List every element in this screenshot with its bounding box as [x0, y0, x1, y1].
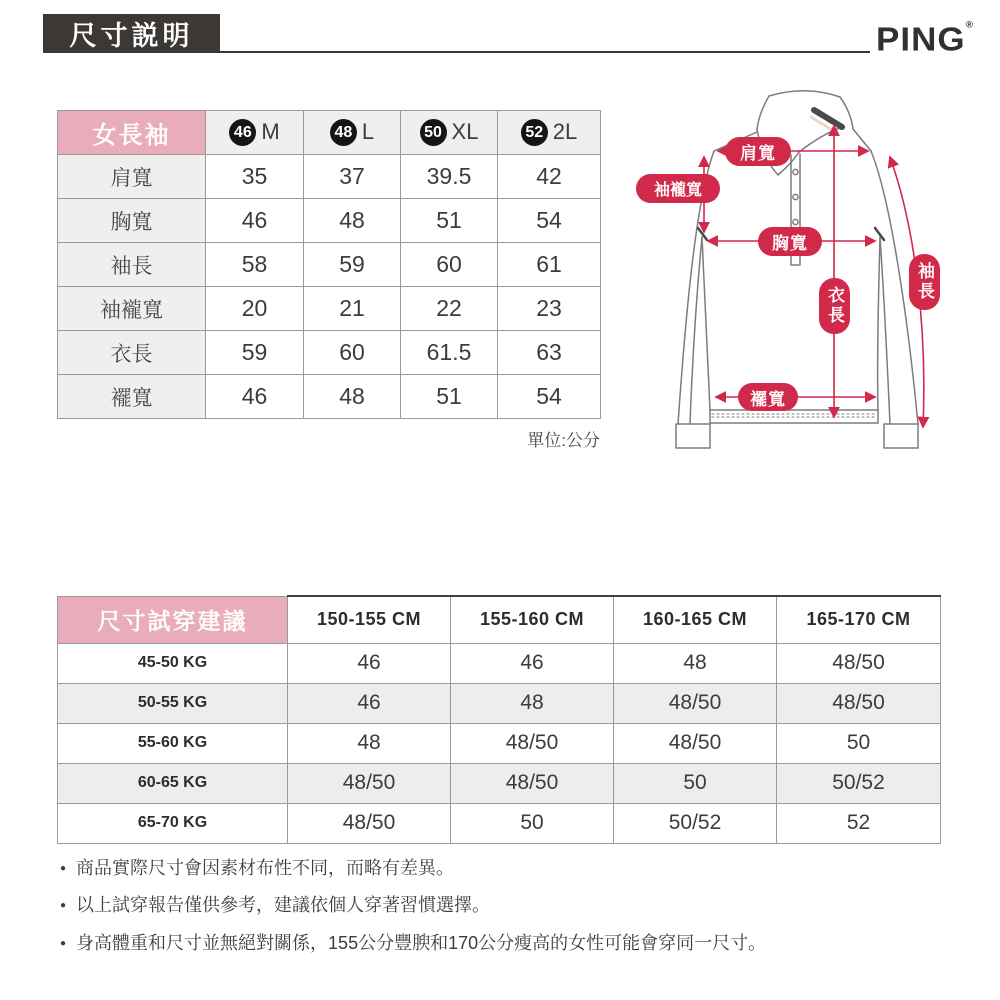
measure-value: 61	[498, 243, 601, 287]
armhole-width-label: 袖襱寬	[636, 174, 720, 203]
bullet-icon: ●	[60, 863, 67, 874]
fit-value: 48/50	[777, 683, 941, 723]
fit-value: 48/50	[614, 723, 777, 763]
fit-row	[58, 683, 941, 723]
fit-value: 48	[451, 683, 614, 723]
fit-value: 50/52	[614, 803, 777, 843]
height-column-header: 155-160 CM	[451, 596, 614, 643]
weight-label: 50-55 KG	[58, 683, 288, 723]
measure-value: 54	[498, 199, 601, 243]
measure-value: 58	[206, 243, 304, 287]
shoulder-width-label: 肩寬	[725, 137, 791, 166]
page-title: 尺寸説明	[43, 14, 220, 53]
footnote-text: 商品實際尺寸會因素材布性不同，而略有差異。	[76, 858, 455, 878]
shirt-illustration	[628, 80, 1000, 454]
size-badge: 48	[330, 119, 357, 146]
measure-label: 襬寬	[58, 375, 206, 419]
size-letter: XL	[451, 118, 479, 144]
measure-value: 61.5	[401, 331, 498, 375]
measure-value: 60	[304, 331, 401, 375]
footnote-text: 以上試穿報告僅供參考，建議依個人穿著習慣選擇。	[76, 895, 491, 916]
registered-mark: ®	[965, 19, 974, 31]
fit-value: 48	[288, 723, 451, 763]
measure-label: 肩寬	[58, 155, 206, 199]
fit-value: 50	[614, 763, 777, 803]
measure-value: 54	[498, 375, 601, 419]
measurement-row	[58, 287, 601, 331]
fit-row	[58, 643, 941, 683]
measure-value: 20	[206, 287, 304, 331]
size-column-header	[498, 111, 601, 155]
measurement-row	[58, 375, 601, 419]
measure-value: 42	[498, 155, 601, 199]
fit-value: 48/50	[288, 803, 451, 843]
measurement-row	[58, 155, 601, 199]
measure-value: 63	[498, 331, 601, 375]
measure-label: 袖襱寬	[58, 287, 206, 331]
measurement-row	[58, 331, 601, 375]
weight-label: 60-65 KG	[58, 763, 288, 803]
fit-value: 48	[614, 643, 777, 683]
bullet-icon: ●	[60, 900, 67, 912]
footnote	[60, 931, 970, 955]
sleeve-length-label: 袖長	[909, 254, 940, 310]
chest-width-label: 胸寬	[758, 227, 822, 256]
weight-label: 65-70 KG	[58, 803, 288, 843]
fit-value: 50	[451, 803, 614, 843]
garment-length-label: 衣長	[819, 278, 850, 334]
footnote-text: 身高體重和尺寸並無絕對關係，155公分豐腴和170公分瘦高的女性可能會穿同一尺寸。	[76, 932, 767, 953]
fit-value: 50/52	[777, 763, 941, 803]
fit-row	[58, 803, 941, 843]
size-column-header	[304, 111, 401, 155]
measure-value: 48	[304, 375, 401, 419]
measure-value: 51	[401, 375, 498, 419]
hem-width-label: 襬寬	[738, 383, 798, 411]
fit-value: 46	[288, 643, 451, 683]
fit-row	[58, 723, 941, 763]
measure-value: 22	[401, 287, 498, 331]
footnote	[60, 893, 970, 917]
measure-value: 48	[304, 199, 401, 243]
fit-suggestion-table	[57, 595, 941, 844]
measurement-table-header-row	[58, 111, 601, 155]
measure-value: 39.5	[401, 155, 498, 199]
garment-diagram	[628, 80, 1000, 454]
measure-label: 胸寬	[58, 199, 206, 243]
fit-value: 46	[288, 683, 451, 723]
fit-value: 48/50	[451, 723, 614, 763]
measurement-row	[58, 199, 601, 243]
fit-value: 48/50	[614, 683, 777, 723]
measure-label: 衣長	[58, 331, 206, 375]
fit-value: 46	[451, 643, 614, 683]
size-badge: 52	[521, 119, 548, 146]
size-letter: 2L	[552, 118, 578, 144]
measure-value: 46	[206, 199, 304, 243]
weight-label: 45-50 KG	[58, 643, 288, 683]
fit-value: 48/50	[451, 763, 614, 803]
weight-label: 55-60 KG	[58, 723, 288, 763]
measure-value: 46	[206, 375, 304, 419]
footnote	[60, 856, 970, 880]
fit-value: 52	[777, 803, 941, 843]
size-badge: 50	[420, 119, 447, 146]
measure-value: 60	[401, 243, 498, 287]
header-divider	[218, 51, 870, 53]
size-letter: M	[261, 118, 280, 144]
fit-value: 48/50	[777, 643, 941, 683]
fit-value: 50	[777, 723, 941, 763]
measure-value: 23	[498, 287, 601, 331]
brand-logo	[876, 21, 974, 59]
brand-text: PING	[876, 20, 966, 59]
measurement-row	[58, 243, 601, 287]
unit-note: 單位:公分	[527, 431, 600, 450]
footnotes	[60, 856, 970, 968]
measure-value: 59	[206, 331, 304, 375]
fit-row	[58, 763, 941, 803]
size-column-header	[206, 111, 304, 155]
height-column-header: 150-155 CM	[288, 596, 451, 643]
fit-table-header-row	[58, 596, 941, 643]
height-column-header: 160-165 CM	[614, 596, 777, 643]
measurement-table	[57, 110, 601, 419]
fit-value: 48/50	[288, 763, 451, 803]
measure-value: 21	[304, 287, 401, 331]
measure-label: 袖長	[58, 243, 206, 287]
bullet-icon: ●	[60, 937, 67, 949]
measure-value: 51	[401, 199, 498, 243]
measure-value: 59	[304, 243, 401, 287]
measure-value: 35	[206, 155, 304, 199]
size-badge: 46	[229, 119, 256, 146]
product-label: 女長袖	[58, 111, 206, 155]
height-column-header: 165-170 CM	[777, 596, 941, 643]
fit-table-title: 尺寸試穿建議	[58, 596, 288, 643]
size-column-header	[401, 111, 498, 155]
measure-value: 37	[304, 155, 401, 199]
size-letter: L	[361, 118, 375, 144]
